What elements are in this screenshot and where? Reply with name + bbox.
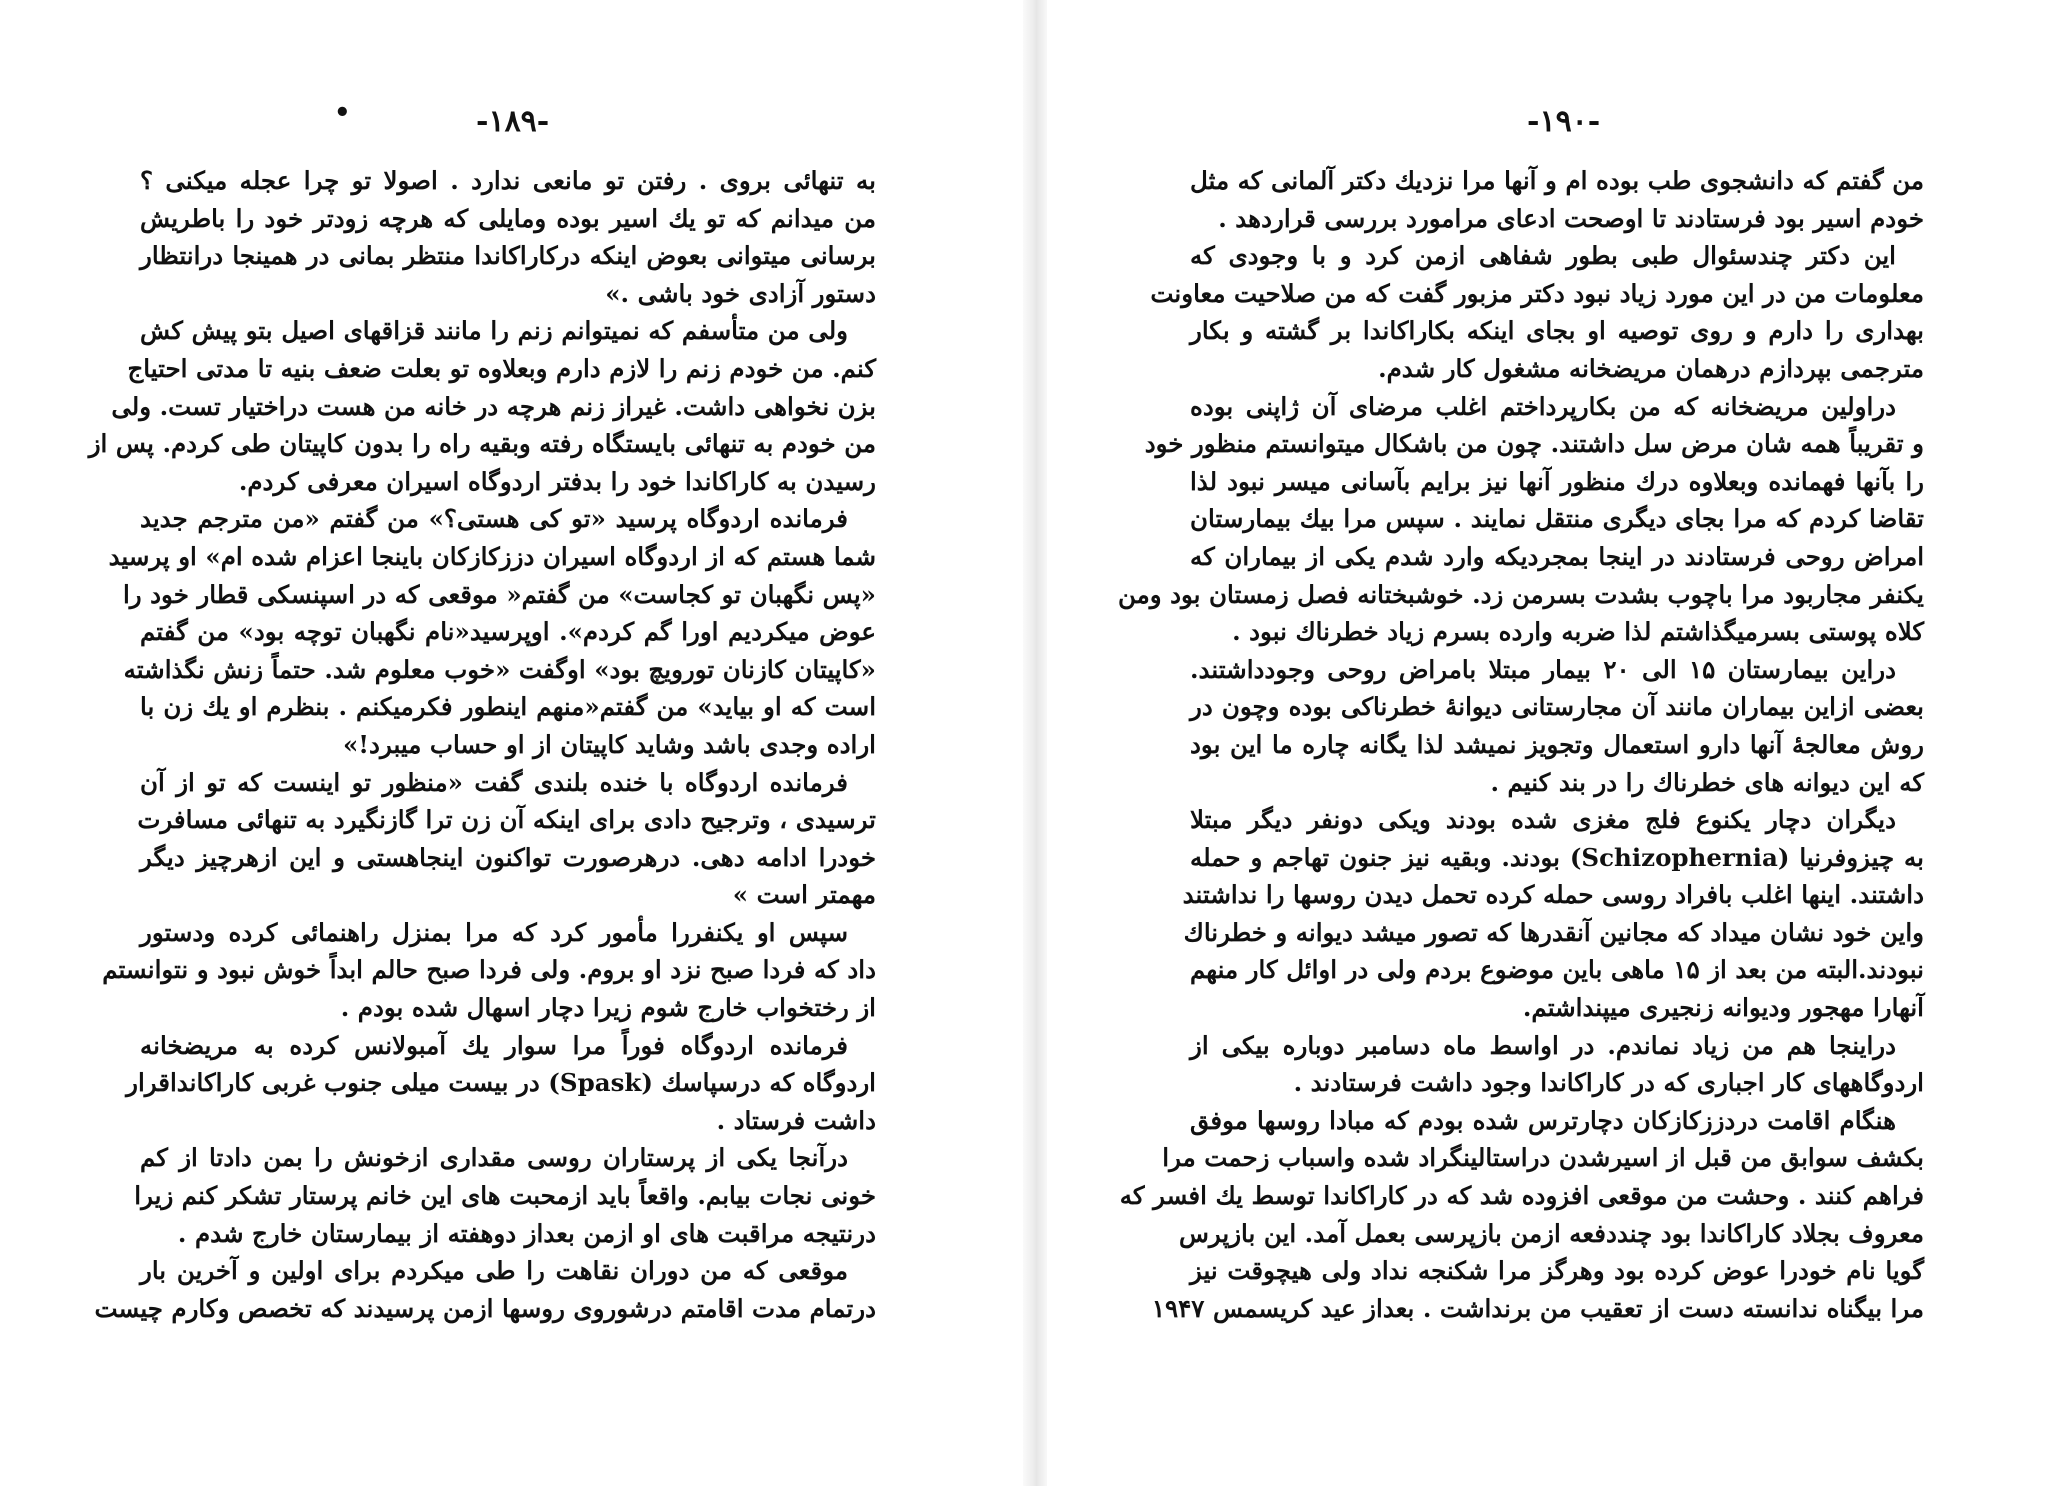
page-number-right: -۱۹۰-	[1527, 104, 1601, 139]
right-page	[1047, 0, 2065, 1486]
text-line: کنم. من خودم زنم را لازم دارم وبعلاوه تو بعلت ضعف بنیه تا مدتی احتیاج	[127, 353, 876, 383]
text-line: بعضی ازاین بیماران مانند آن مجارستانی دیوانهٔ خطرناکی بوده وچون در	[1190, 692, 1924, 722]
text-line: که این دیوانه های خطرناك را در بند کنیم .	[1490, 767, 1924, 797]
text-line: برسانی میتوانی بعوض اینکه درکاراکاندا منتظر بمانی در همینجا درانتظار	[140, 241, 876, 271]
text-line: نبودند.البته من بعد از ۱۵ ماهی باین موضوع بردم ولی در اوائل کار منهم	[1190, 955, 1924, 985]
text-line: یکنفر مجاربود مرا باچوب بشدت بسرمن زد. خوشبختانه فصل زمستان بود ومن	[1117, 579, 1924, 609]
text-line: داشتند. اینها اغلب بافراد روسی حمله کرده تحمل دیدن روسها را نداشتند	[1182, 880, 1924, 910]
text-line: را بآنها فهمانده وبعلاوه درك منظور آنها نیز برایم بآسانی میسر نبود لذا	[1190, 466, 1924, 496]
text-line: فرمانده اردوگاه با خنده بلندی گفت «منظور تو اینست که تو از آن	[140, 767, 848, 797]
text-line: اردوگاه که درسپاسك (Spask) در بیست میلی جنوب غربی کاراکانداقرار	[126, 1068, 876, 1098]
text-line: سپس او یکنفررا مأمور کرد که مرا بمنزل راهنمائی کرده ودستور	[140, 917, 848, 947]
text-line: ولی من متأسفم که نمیتوانم زنم را مانند قزاقهای اصیل بتو پیش کش	[140, 316, 848, 346]
text-line: به چیزوفرنیا (Schizophernia) بودند. وبقیه نیز جنون تهاجم و حمله	[1190, 842, 1924, 872]
text-line: مرا بیگناه ندانسته دست از تعقیب من برنداشت . بعداز عید کریسمس ۱۹۴۷	[1151, 1293, 1924, 1323]
text-line: هنگام اقامت دردززکازکان دچارترس شده بودم که مبادا روسها موفق	[1190, 1105, 1896, 1135]
text-line: اردوگاههای کار اجباری که در کاراکاندا وجود داشت فرستادند .	[1293, 1068, 1924, 1098]
text-line: خونی نجات بیابم. واقعاً باید ازمحبت های این خانم پرستار تشکر کنم زیرا	[134, 1181, 876, 1211]
text-line: دستور آزادی خود باشی .»	[605, 278, 876, 308]
text-line: درآنجا یکی از پرستاران روسی مقداری ازخونش را بمن دادتا از کم	[140, 1143, 848, 1173]
text-line: داد که فردا صبح نزد او بروم. ولی فردا صبح حالم ابداً خوش نبود و نتوانستم	[102, 955, 876, 985]
text-line: این دکتر چندسئوال طبی بطور شفاهی ازمن کرد و با وجودی که	[1190, 241, 1896, 271]
text-line: من گفتم که دانشجوی طب بوده ام و آنها مرا نزدیك دکتر آلمانی که مثل	[1190, 166, 1924, 195]
text-line: «کاپیتان کازنان تورویچ بود» اوگفت «خوب معلوم شد. حتماً زنش نگذاشته	[123, 654, 876, 684]
text-line: و تقریباً همه شان مرض سل داشتند. چون من باشکال میتوانستم منظور خود	[1144, 429, 1924, 459]
text-line: دراین بیمارستان ۱۵ الی ۲۰ بیمار مبتلا بامراض روحی وجودداشتند.	[1190, 654, 1896, 684]
text-line: فرمانده اردوگاه فوراً مرا سوار یك آمبولانس کرده به مریضخانه	[140, 1030, 848, 1060]
text-line: موقعی که من دوران نقاهت را طی میکردم برای اولین و آخرین بار	[140, 1256, 848, 1286]
text-line: است که او بیاید» من گفتم«منهم اینطور فکرمیکنم . بنظرم او یك زن با	[140, 692, 876, 722]
text-line: ترسیدی ، وترجیح دادی برای اینکه آن زن ترا گازنگیرد به تنهائی مسافرت	[137, 805, 876, 835]
book-gutter	[1023, 0, 1047, 1486]
text-line: فرمانده اردوگاه پرسید «تو کی هستی؟» من گفتم «من مترجم جدید	[140, 504, 848, 534]
text-line: به تنهائی بروی . رفتن تو مانعی ندارد . اصولا تو چرا عجله میکنی ؟	[140, 166, 876, 195]
text-line: من خودم به تنهائی بایستگاه رفته وبقیه راه را بدون کاپیتان طی کردم. پس از	[88, 429, 876, 459]
text-line: بهداری را دارم و روی توصیه او بجای اینکه بکاراکاندا بر گشته و بکار	[1190, 316, 1924, 346]
page-number-left: -۱۸۹-	[476, 104, 550, 139]
left-page	[0, 0, 1023, 1486]
corner-mark: •	[334, 98, 351, 128]
text-line: بکشف سوابق من قبل از اسیرشدن دراستالینگراد شده واسباب زحمت مرا	[1162, 1143, 1924, 1173]
text-line: گویا نام خودرا عوض کرده بود وهرگز مرا شکنجه نداد ولی هیچوقت نیز	[1190, 1256, 1924, 1286]
text-line: روش معالجهٔ آنها دارو استعمال وتجویز نمیشد لذا یگانه چاره ما این بود	[1190, 729, 1924, 759]
left-page-body	[88, 162, 876, 1327]
text-line: تقاضا کردم که مرا بجای دیگری منتقل نمایند . سپس مرا بیك بیمارستان	[1190, 504, 1924, 534]
text-line: فراهم کنند . وحشت من موقعی افزوده شد که در کاراکاندا توسط یك افسر که	[1119, 1181, 1924, 1211]
text-line: واین خود نشان میداد که مجانین آنقدرها که تصور میشد دیوانه و خطرناك	[1183, 917, 1924, 947]
text-line: داشت فرستاد .	[716, 1105, 876, 1135]
text-line: «پس نگهبان تو کجاست» من گفتم« موقعی که در اسپنسکی قطار خود را	[122, 579, 876, 609]
text-line: دراینجا هم من زیاد نماندم. در اواسط ماه دسامبر دوباره بیکی از	[1190, 1030, 1896, 1060]
text-line: عوض میکردیم اورا گم کردم». اوپرسید«نام نگهبان توچه بود» من گفتم	[140, 617, 876, 647]
text-line: من میدانم که تو یك اسیر بوده ومایلی که هرچه زودتر خود را باطریش	[140, 203, 876, 233]
right-page-body	[1117, 162, 1924, 1327]
text-line: بزن نخواهی داشت. غیراز زنم هرچه در خانه من هست دراختیار تست. ولی	[111, 391, 876, 421]
text-line: دیگران دچار یکنوع فلج مغزی شده بودند ویکی دونفر دیگر مبتلا	[1190, 805, 1896, 835]
text-line: درنتیجه مراقبت های او ازمن بعداز دوهفته از بیمارستان خارج شدم .	[177, 1218, 876, 1248]
text-line: مترجمی بپردازم درهمان مریضخانه مشغول کار شدم.	[1378, 353, 1924, 383]
text-line: آنهارا مهجور ودیوانه زنجیری میپنداشتم.	[1522, 993, 1924, 1023]
text-line: شما هستم که از اردوگاه اسیران دززکازکان باینجا اعزام شده ام» او پرسید	[108, 541, 876, 571]
text-line: مهمتر است »	[732, 880, 876, 910]
text-line: معروف بجلاد کاراکاندا بود چنددفعه ازمن بازپرسی بعمل آمد. این بازپرس	[1178, 1218, 1924, 1248]
text-line: خودم اسیر بود فرستادند تا اوصحت ادعای مرامورد بررسی قراردهد .	[1218, 203, 1924, 233]
text-line: معلومات من در این مورد زیاد نبود دکتر مزبور گفت که من صلاحیت معاونت	[1150, 278, 1924, 308]
text-line: دراولین مریضخانه که من بکارپرداختم اغلب مرضای آن ژاپنی بوده	[1190, 391, 1896, 421]
text-line: امراض روحی فرستادند در اینجا بمجردیکه وارد شدم یکی از بیماران که	[1190, 541, 1924, 571]
text-line: اراده وجدی باشد وشاید کاپیتان از او حساب میبرد!»	[342, 729, 876, 759]
text-line: کلاه پوستی بسرمیگذاشتم لذا ضربه وارده بسرم زیاد خطرناك نبود .	[1232, 617, 1924, 647]
text-line: درتمام مدت اقامتم درشوروی روسها ازمن پرسیدند که تخصص وکارم چیست	[94, 1293, 876, 1323]
text-line: از رختخواب خارج شوم زیرا دچار اسهال شده بودم .	[340, 993, 876, 1023]
text-line: رسیدن به کاراکاندا خود را بدفتر اردوگاه اسیران معرفی کردم.	[238, 466, 876, 496]
text-line: خودرا ادامه دهی. درهرصورت تواکنون اینجاهستی و این ازهرچیز دیگر	[140, 842, 876, 872]
